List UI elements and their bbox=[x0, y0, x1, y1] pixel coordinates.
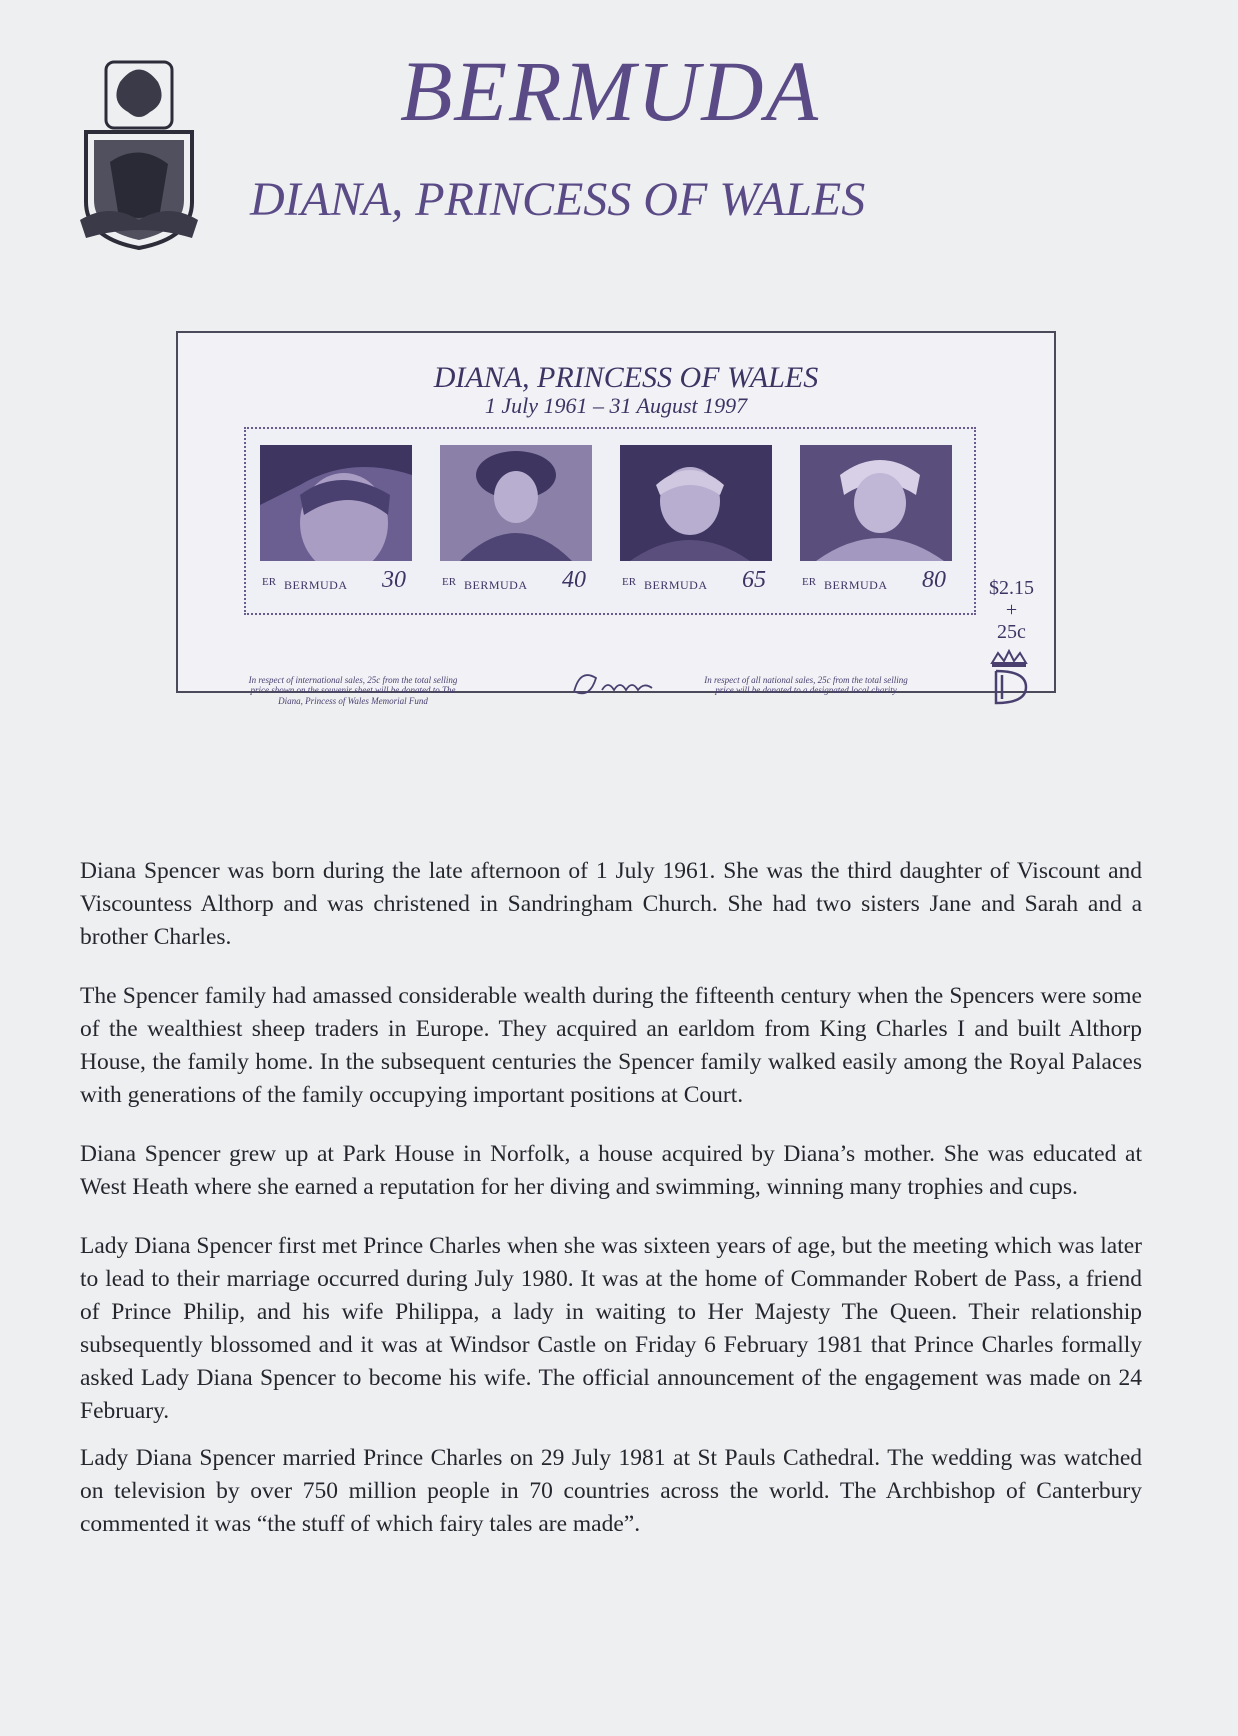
royal-cipher: ER bbox=[802, 576, 817, 588]
royal-cipher: ER bbox=[622, 576, 637, 588]
royal-cipher: ER bbox=[262, 576, 277, 588]
stamp-photo bbox=[620, 445, 772, 561]
stamp-value: 65 bbox=[742, 567, 766, 593]
stamp-country: BERMUDA bbox=[464, 578, 528, 592]
bermuda-crest-icon bbox=[80, 52, 198, 250]
paragraph: Diana Spencer grew up at Park House in Norfolk, a house acquired by Diana’s mother. She was educated at West Heath where she earned a reputation for her diving and swimming, winning many trophies and cups. bbox=[80, 1141, 1142, 1200]
paragraph: Lady Diana Spencer married Prince Charles on 29 July 1981 at St Pauls Cathedral. The wedding was watched on television by over 750 million people in 70 countries across the world. The Archbishop of Canterbury commented it was “the stuff of which fairy tales are made”. bbox=[80, 1445, 1142, 1537]
royal-cipher: ER bbox=[442, 576, 457, 588]
sheet-price-block bbox=[989, 577, 1034, 643]
stamp-country: BERMUDA bbox=[644, 578, 708, 592]
souvenir-sheet bbox=[176, 331, 1056, 706]
stamp-value: 40 bbox=[562, 567, 586, 593]
stamp-value: 30 bbox=[382, 567, 406, 593]
paragraph: Diana Spencer was born during the late afternoon of 1 July 1961. She was the third daughter of Viscount and Viscountess Althorp and was christened in Sandringham Church. She had two sisters Jane and Sarah and a brother Charles. bbox=[80, 858, 1142, 950]
stamp-value: 80 bbox=[922, 567, 946, 593]
price-plus: + bbox=[1005, 599, 1018, 621]
stamp-photo bbox=[260, 445, 412, 561]
stamp bbox=[612, 439, 780, 603]
stamp-country: BERMUDA bbox=[284, 578, 348, 592]
sheet-surcharge: 25c bbox=[997, 621, 1026, 643]
signature-icon bbox=[566, 662, 666, 706]
paragraph: The Spencer family had amassed considerable wealth during the fifteenth century when the Spencers were some of the wealthiest sheep traders in Europe. They acquired an earldom from King Charles I and built Althorp House, the family home. In the subsequent centuries the Spencer family walked easily among the Royal Palaces with generations of the family occupying important positions at Court. bbox=[80, 983, 1142, 1108]
stamp bbox=[432, 439, 600, 603]
page-title: BERMUDA bbox=[400, 43, 820, 139]
stamp-photo bbox=[440, 445, 592, 561]
stamp-photo bbox=[800, 445, 952, 561]
stamp-country: BERMUDA bbox=[824, 578, 888, 592]
sheet-title: DIANA, PRINCESS OF WALES bbox=[433, 361, 819, 394]
body-text bbox=[80, 855, 1142, 1555]
sheet-price: $2.15 bbox=[989, 577, 1034, 599]
international-sales-note: In respect of international sales, 25c from the total selling price shown on the souvenir sheet will be donated to The Diana, Princess of Wales Memorial Fund bbox=[248, 675, 458, 706]
stamp-strip bbox=[244, 427, 976, 615]
stamp bbox=[252, 439, 420, 603]
sheet-dates: 1 July 1961 – 31 August 1997 bbox=[484, 393, 748, 418]
national-sales-note: In respect of all national sales, 25c from the total selling price will be donated to a designated local charity bbox=[704, 675, 908, 696]
page-subtitle: DIANA, PRINCESS OF WALES bbox=[250, 173, 866, 226]
paragraph: Lady Diana Spencer first met Prince Charles when she was sixteen years of age, but the meeting which was later to lead to their marriage occurred during July 1980. It was at the home of Commander Robert de Pass, a friend of Prince Philip, and his wife Philippa, a lady in waiting to Her Majesty The Queen. Their relationship subsequently blossomed and it was at Windsor Castle on Friday 6 February 1981 that Prince Charles formally asked Lady Diana Spencer to become his wife. The official announcement of the engagement was made on 24 February. bbox=[80, 1233, 1142, 1424]
crown-d-logo-icon bbox=[986, 649, 1032, 707]
stamp bbox=[792, 439, 960, 603]
